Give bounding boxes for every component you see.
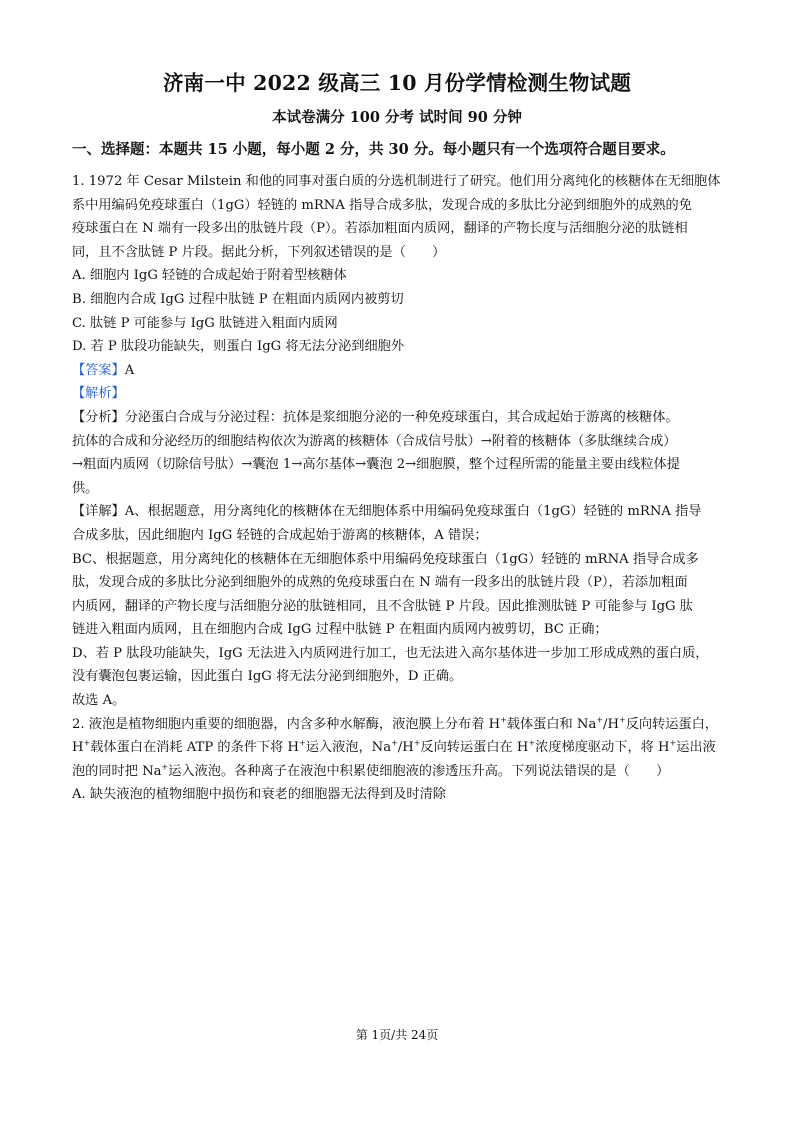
- text-line: →粗面内质网（切除信号肽）→囊泡 1→高尔基体→囊泡 2→细胞膜，整个过程所需的能量主要由线粒体提: [72, 457, 680, 473]
- text-line: 合成多肽，因此细胞内 IgG 轻链的合成起始于游离的核糖体，A 错误；: [72, 527, 488, 543]
- question-1-stem: [72, 170, 724, 264]
- analysis-tag: 【解析】: [72, 386, 125, 402]
- text-line: 1. 1972 年 Cesar Milstein 和他的同事对蛋白质的分选机制进行了研究。他们用分离纯化的核糖体在无细胞体: [72, 174, 721, 189]
- text-line: 分泌蛋白合成与分泌过程：抗体是浆细胞分泌的一种免疫球蛋白，其合成起始于游离的核糖体。: [124, 409, 679, 425]
- text-line: 内质网，翻译的产物长度与活细胞分泌的肽链相同，且不含肽链 P 片段。因此推测肽链 P 可能参与 IgG 肽: [72, 598, 693, 614]
- page-number: 第 1页/共 24页: [355, 1028, 439, 1042]
- option-a: [72, 264, 724, 288]
- fenxi-paragraph: [72, 406, 724, 500]
- fenxi-tag: 【分析】: [72, 409, 125, 425]
- text-line: 系中用编码免疫球蛋白（1gG）轻链的 mRNA 指导合成多肽，发现合成的多肽比分泌到细胞外的成熟的免: [72, 197, 692, 213]
- answer-tag: 【答案】: [72, 362, 125, 378]
- text-line: 肽，发现合成的多肽比分泌到细胞外的成熟的免疫球蛋白在 N 端有一段多出的肽链片段（P），若添加粗面: [72, 575, 688, 591]
- text-line: H+载体蛋白在消耗 ATP 的条件下将 H+运入液泡，Na+/H+反向转运蛋白在 H+浓度梯度驱动下，将 H+运出液: [72, 738, 716, 756]
- option-d: [72, 335, 724, 359]
- page-title: 济南一中 2022 级高三 10 月份学情检测生物试题: [162, 71, 632, 95]
- text-line: D、若 P 肽段功能缺失，IgG 无法进入内质网进行加工，也无法进入高尔基体进一步加工形成成熟的蛋白质，: [72, 645, 709, 661]
- xiangjie-tag: 【详解】: [72, 504, 125, 520]
- answer-value: A: [124, 362, 135, 378]
- text-line: 同，且不含肽链 P 片段。据此分析，下列叙述错误的是（ ）: [72, 244, 446, 260]
- text-line: 故选 A。: [72, 693, 126, 709]
- option-text: A. 细胞内 IgG 轻链的合成起始于附着型核糖体: [72, 268, 347, 284]
- answer-line: [72, 359, 724, 383]
- analysis-line: [72, 382, 724, 406]
- section-heading: 一、选择题：本题共 15 小题，每小题 2 分，共 30 分。每小题只有一个选项符合题目要求。: [72, 141, 675, 158]
- text-line: A、根据题意，用分离纯化的核糖体在无细胞体系中用编码免疫球蛋白（1gG）轻链的 mRNA 指导: [124, 504, 702, 520]
- text-line: 2. 液泡是植物细胞内重要的细胞器，内含多种水解酶，液泡膜上分布着 H+载体蛋白和 Na+/H+反向转运蛋白，: [72, 715, 718, 732]
- text-line: 疫球蛋白在 N 端有一段多出的肽链片段（P）。若添加粗面内质网，翻译的产物长度与活细胞分泌的肽链相: [72, 221, 688, 237]
- option-text: D. 若 P 肽段功能缺失，则蛋白 IgG 将无法分泌到细胞外: [72, 339, 405, 355]
- option-c: [72, 312, 724, 336]
- document-body: [72, 170, 724, 807]
- option-text: A. 缺失液泡的植物细胞中损伤和衰老的细胞器无法得到及时清除: [72, 787, 446, 803]
- text-line: 没有囊泡包裹运输，因此蛋白 IgG 将无法分泌到细胞外，D 正确。: [72, 669, 463, 685]
- text-line: 泡的同时把 Na+运入液泡。各种离子在液泡中积累使细胞液的渗透压升高。下列说法错误的是（ ）: [72, 762, 670, 779]
- option-a: [72, 783, 724, 807]
- text-line: BC、根据题意，用分离纯化的核糖体在无细胞体系中用编码免疫球蛋白（1gG）轻链的 mRNA 指导合成多: [72, 551, 699, 567]
- text-line: 供。: [72, 480, 99, 496]
- option-text: C. 肽链 P 可能参与 IgG 肽链进入粗面内质网: [72, 315, 338, 331]
- xiangjie-paragraph: [72, 500, 724, 712]
- text-line: 抗体的合成和分泌经历的细胞结构依次为游离的核糖体（合成信号肽）→附着的核糖体（多肽继续合成）: [72, 433, 677, 449]
- exam-info: 本试卷满分 100 分考 试时间 90 分钟: [272, 109, 522, 126]
- option-text: B. 细胞内合成 IgG 过程中肽链 P 在粗面内质网内被剪切: [72, 291, 404, 307]
- option-b: [72, 288, 724, 312]
- text-line: 链进入粗面内质网，且在细胞内合成 IgG 过程中肽链 P 在粗面内质网内被剪切，BC 正确；: [72, 622, 608, 638]
- question-2-stem: [72, 713, 724, 784]
